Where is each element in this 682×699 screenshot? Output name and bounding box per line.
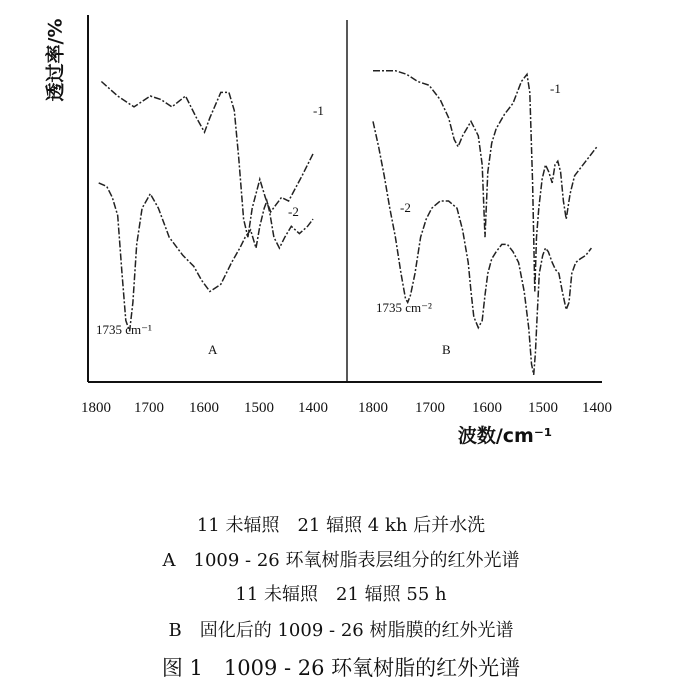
tick-label-b-4: 1400 [582,400,612,416]
x-axis-title: 波数/cm⁻¹ [457,425,553,447]
panel-a-label: A [208,342,218,357]
panel-a-series-2-line [99,183,313,331]
caption-line-3: 11 未辐照 21 辐照 55 h [235,584,447,605]
panel-b-peak-annotation: 1735 cm⁻² [376,300,432,315]
tick-label-a-4: 1400 [298,400,328,416]
panel-b-series-1-label: -1 [550,81,561,96]
tick-label-b-2: 1600 [472,400,502,416]
panel-b-series-2-label: -2 [400,200,411,215]
tick-label-a-1: 1700 [134,400,164,416]
tick-label-b-3: 1500 [528,400,558,416]
panel-a-series-1-line [101,82,313,238]
panel-b-series-1-line [373,71,597,292]
panel-a-peak-annotation: 1735 cm⁻¹ [96,322,152,337]
figure-title: 图 1 1009 - 26 环氧树脂的红外光谱 [161,656,521,680]
panel-b-label: B [442,342,451,357]
tick-label-b-1: 1700 [415,400,445,416]
tick-label-b-0: 1800 [358,400,388,416]
panel-a-series-1-label: -1 [313,103,324,118]
panel-a-series-2-label: -2 [288,204,299,219]
caption-line-1: 11 未辐照 21 辐照 4 kh 后并水洗 [196,515,486,536]
caption-line-4: B 固化后的 1009 - 26 树脂膜的红外光谱 [168,620,514,641]
panel-a-tick-labels [81,400,328,416]
y-axis-title: 透过率/% [44,18,67,102]
caption-line-2: A 1009 - 26 环氧树脂表层组分的红外光谱 [162,550,520,571]
tick-label-a-2: 1600 [189,400,219,416]
tick-label-a-3: 1500 [244,400,274,416]
panel-b-tick-labels [358,400,612,416]
tick-label-a-0: 1800 [81,400,111,416]
